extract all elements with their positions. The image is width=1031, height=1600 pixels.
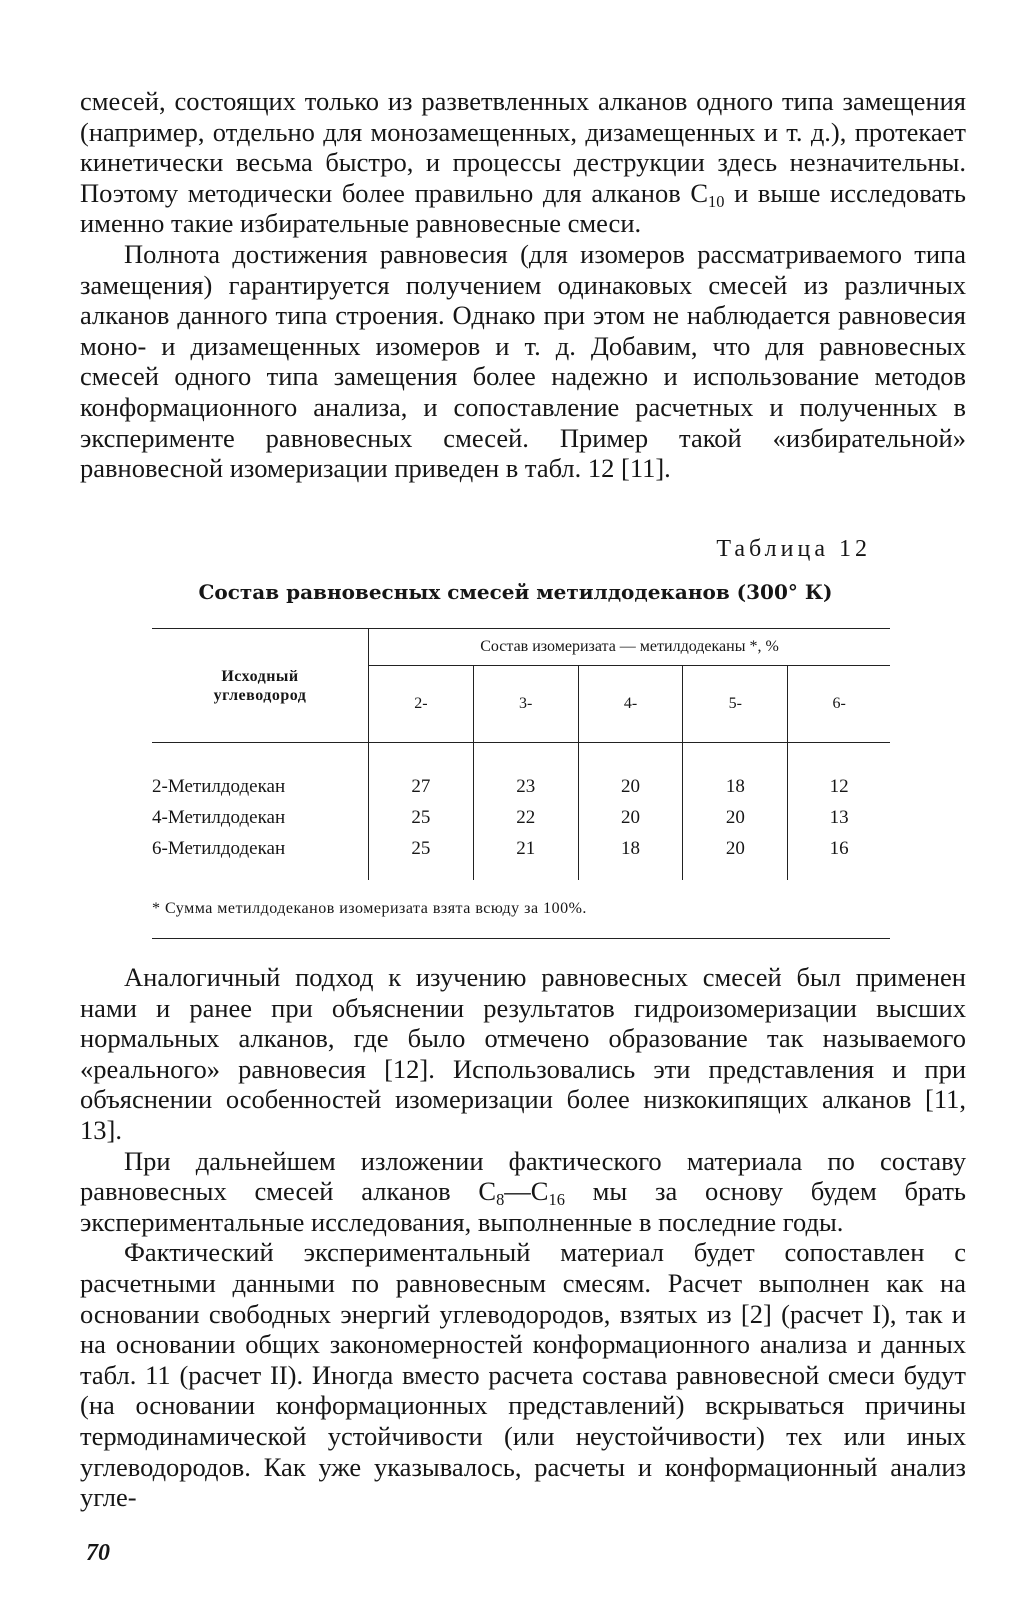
- bottom-text: [80, 962, 966, 1513]
- paragraph-2: Полнота достижения равновесия (для изомеров рассматриваемого типа замещения) гарантируется получением одинаковых смесей из различных алканов данного типа строения. Однако при этом не наблюдается равновесия моно- и дизамещенных изомеров и т. д. Добавим, что для равновесных смесей одного типа замещения более надежно и использование методов конформационного анализа, и сопоставление расчетных и полученных в эксперименте равновесных смесей. Пример такой «избирательной» равновесной изомеризации приведен в табл. 12 [11].: [80, 238, 966, 484]
- header-source-line1: Исходный: [221, 667, 299, 685]
- table-cell: 20: [578, 802, 683, 833]
- column-header: 4-: [578, 666, 683, 743]
- table-footnote: * Сумма метилдодеканов изомеризата взята всюду за 100%.: [152, 900, 587, 917]
- table-spacer-row: [152, 743, 890, 772]
- table-cell: 21: [473, 833, 578, 864]
- table-row: [152, 833, 890, 864]
- paragraph-1-text: смесей, состоящих только из разветвленных алканов одного типа замещения (например, отдельно для монозамещенных, дизамещенных и т. д.), протекает кинетически весьма быстро, и процессы деструкции здесь незначительны. Поэтому методически более правильно для алканов C: [80, 86, 966, 208]
- column-header: 3-: [473, 666, 578, 743]
- table-label: Таблица 12: [716, 536, 871, 562]
- table-cell: 20: [683, 833, 788, 864]
- row-name: 2-Метилдодекан: [152, 775, 286, 797]
- table-cell: 18: [683, 771, 788, 802]
- top-text: [80, 86, 966, 484]
- row-name: 6-Метилдодекан: [152, 837, 286, 859]
- page-number: 70: [86, 1540, 110, 1566]
- table-cell: 22: [473, 802, 578, 833]
- paragraph-3: Аналогичный подход к изучению равновесных смесей был применен нами и ранее при объяснении результатов гидроизомеризации высших нормальных алканов, где было отмечено образование так называемого «реального» равновесия [12]. Использовались эти представления и при объяснении особенностей изомеризации более низкокипящих алканов [11, 13].: [80, 962, 966, 1145]
- paragraph-4-text: При дальнейшем изложении фактического материала по составу равновесных смесей алканов C: [80, 1145, 966, 1207]
- paragraph-4: [80, 1146, 966, 1238]
- table-title: Состав равновесных смесей метилдодеканов (300° К): [198, 580, 833, 604]
- paragraph-4-dash: —C: [504, 1176, 549, 1207]
- subscript: 8: [496, 1190, 505, 1210]
- subscript: 16: [548, 1190, 565, 1210]
- table-cell: 25: [369, 833, 474, 864]
- table-cell: 27: [369, 771, 474, 802]
- paragraph-5: Фактический экспериментальный материал будет сопоставлен с расчетными данными по равновесным смесям. Расчет выполнен как на основании свободных энергий углеводородов, взятых из [2] (расчет I), так и на основании общих закономерностей конформационного анализа и данных табл. 11 (расчет II). Иногда вместо расчета состава равновесной смеси будут (на основании конформационных представлений) вскрываться причины термодинамической устойчивости (или неустойчивости) тех или иных углеводородов. Как уже указывалось, расчеты и конформационный анализ угле-: [80, 1237, 966, 1513]
- table-cell: 23: [473, 771, 578, 802]
- column-header: 5-: [683, 666, 788, 743]
- header-source-line2: углеводород: [213, 686, 307, 704]
- row-name: 4-Метилдодекан: [152, 806, 286, 828]
- table-cell: 18: [578, 833, 683, 864]
- table-cell: 13: [788, 802, 890, 833]
- header-isomerizate-composition: Состав изомеризата — метилдодеканы *, %: [369, 629, 891, 666]
- header-source-hydrocarbon: [152, 629, 369, 743]
- table-bottom-rule: [152, 938, 890, 939]
- table-spacer-row: [152, 864, 890, 880]
- table-cell: 16: [788, 833, 890, 864]
- column-header: 6-: [788, 666, 890, 743]
- paragraph-1-text-end: и выше исследовать именно такие избирательные равновесные смеси.: [80, 177, 966, 239]
- paragraph-1: [80, 86, 966, 239]
- table-cell: 20: [683, 802, 788, 833]
- table-cell: 20: [578, 771, 683, 802]
- subscript: 10: [708, 191, 725, 211]
- paragraph-4-text-end: мы за основу будем брать экспериментальные исследования, выполненные в последние годы.: [80, 1176, 967, 1237]
- table-cell: 12: [788, 771, 890, 802]
- table-row: [152, 802, 890, 833]
- table-cell: 25: [369, 802, 474, 833]
- composition-table: [152, 628, 890, 880]
- column-header: 2-: [369, 666, 474, 743]
- table-row: [152, 771, 890, 802]
